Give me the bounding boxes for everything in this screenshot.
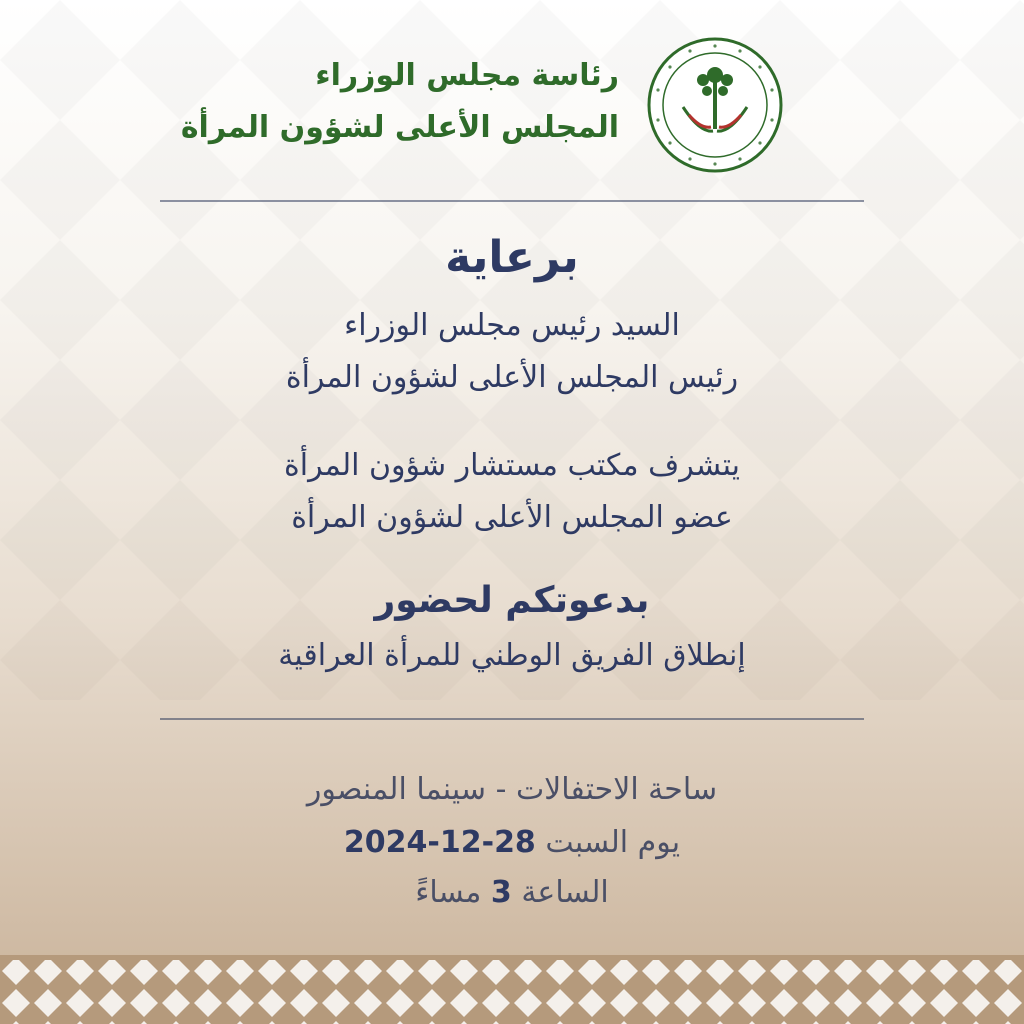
date-text	[0, 825, 1024, 860]
event-name: إنطلاق الفريق الوطني للمرأة العراقية	[278, 638, 746, 673]
time-value: 3	[490, 875, 512, 910]
time-suffix: مساءً	[415, 875, 482, 910]
org-name-line2: المجلس الأعلى لشؤون المرأة	[180, 110, 619, 145]
patron-title-line1: السيد رئيس مجلس الوزراء	[344, 308, 680, 343]
date-value: 28-12-2024	[343, 825, 536, 860]
patronage-heading: برعاية	[445, 232, 579, 283]
bottom-divider	[160, 718, 864, 720]
time-text	[0, 875, 1024, 910]
venue-text: ساحة الاحتفالات - سينما المنصور	[306, 772, 718, 807]
time-prefix: الساعة	[521, 875, 609, 910]
patron-title-line2: رئيس المجلس الأعلى لشؤون المرأة	[285, 360, 739, 395]
footer-pattern	[0, 955, 1024, 1024]
top-divider	[160, 200, 864, 202]
host-line1: يتشرف مكتب مستشار شؤون المرأة	[284, 448, 740, 483]
council-seal-logo	[645, 35, 785, 175]
date-prefix: يوم السبت	[545, 825, 681, 860]
invitation-heading: بدعوتكم لحضور	[374, 580, 650, 621]
org-name-line1: رئاسة مجلس الوزراء	[315, 58, 619, 93]
host-line2: عضو المجلس الأعلى لشؤون المرأة	[291, 500, 733, 535]
